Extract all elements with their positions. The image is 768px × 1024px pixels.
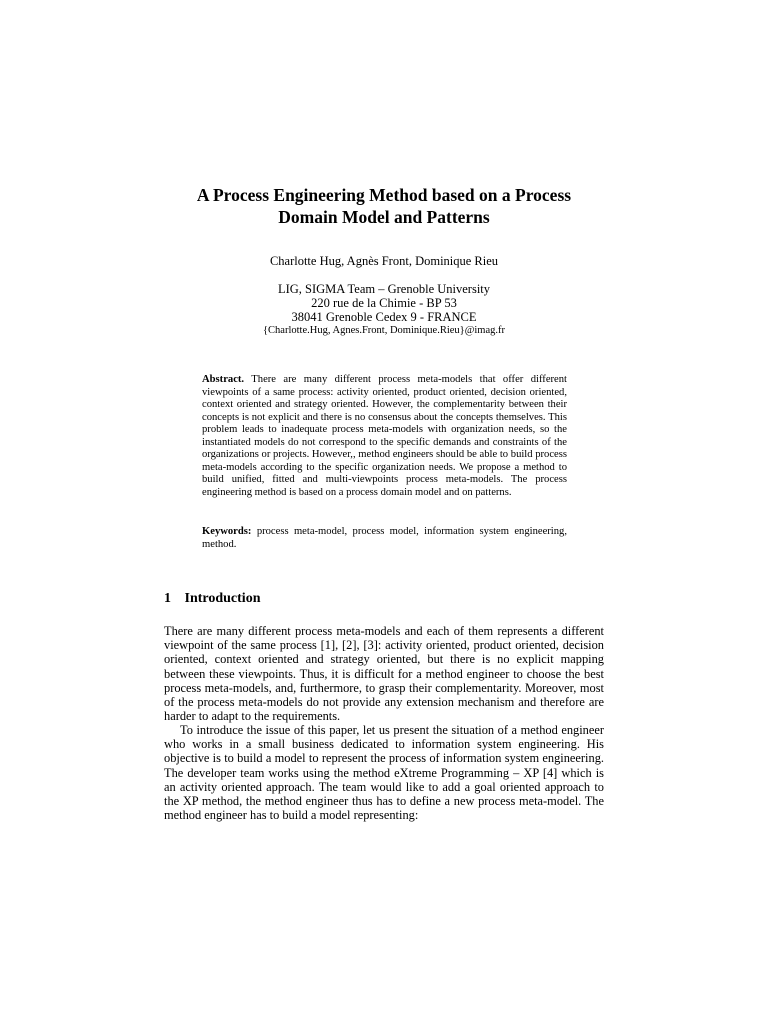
title-line-1: A Process Engineering Method based on a Process xyxy=(196,185,572,205)
section-heading xyxy=(164,590,604,608)
title-line-2: Domain Model and Patterns xyxy=(278,207,490,227)
keywords xyxy=(202,526,567,551)
paper-title xyxy=(150,184,618,228)
affiliation-line-1: LIG, SIGMA Team – Grenoble University xyxy=(277,282,491,296)
author-emails: {Charlotte.Hug, Agnes.Front, Dominique.Rieu}@imag.fr xyxy=(263,325,505,336)
abstract-label: Abstract. xyxy=(202,374,245,385)
affiliation-line-2: 220 rue de la Chimie - BP 53 xyxy=(311,296,457,310)
affiliation xyxy=(150,282,618,338)
section-title: Introduction xyxy=(184,591,261,606)
affiliation-line-3: 38041 Grenoble Cedex 9 - FRANCE xyxy=(291,310,477,324)
abstract-text: There are many different process meta-models that offer different viewpoints of a same process: activity oriented, product oriented, decision oriented, context oriented and strategy oriented. However, the complementarity between their concepts is not explicit and there is no consensus about the concepts themselves. This problem leads to inadequate process meta-models with organization needs, so the instantiated models do not correspond to the specific demands and constraints of the organizations or projects. However,, method engineers should be able to build process meta-models according to the specific organization needs. We propose a method to build unified, fitted and multi-viewpoints process meta-models. The process engineering method is based on a process domain model and on patterns. xyxy=(202,374,567,498)
keywords-text: process meta-model, process model, information system engineering, method. xyxy=(202,526,567,550)
body-paragraph: There are many different process meta-models and each of them represents a different viewpoint of the same process [1], [2], [3]: activity oriented, product oriented, decision oriented, context oriented and strategy oriented, but there is no explicit mapping between these viewpoints. Thus, it is difficult for a method engineer to choose the best process meta-models, and, furthermore, to grasp their complementarity. Moreover, most of the process meta-models do not provide any extension mechanism and therefore are harder to adapt to the requirements. xyxy=(164,624,604,724)
author-list: Charlotte Hug, Agnès Front, Dominique Rieu xyxy=(269,254,499,268)
section-number: 1 xyxy=(164,591,171,606)
keywords-label: Keywords: xyxy=(202,526,252,537)
abstract xyxy=(202,374,567,499)
body-paragraph: To introduce the issue of this paper, let us present the situation of a method engineer who works in a small business dedicated to information system engineering. His objective is to build a model to represent the process of information system engineering. The developer team works using the method eXtreme Programming – XP [4] which is an activity oriented approach. The team would like to add a goal oriented approach to the XP method, the method engineer thus has to define a new process meta-model. The method engineer has to build a model representing: xyxy=(164,723,604,823)
